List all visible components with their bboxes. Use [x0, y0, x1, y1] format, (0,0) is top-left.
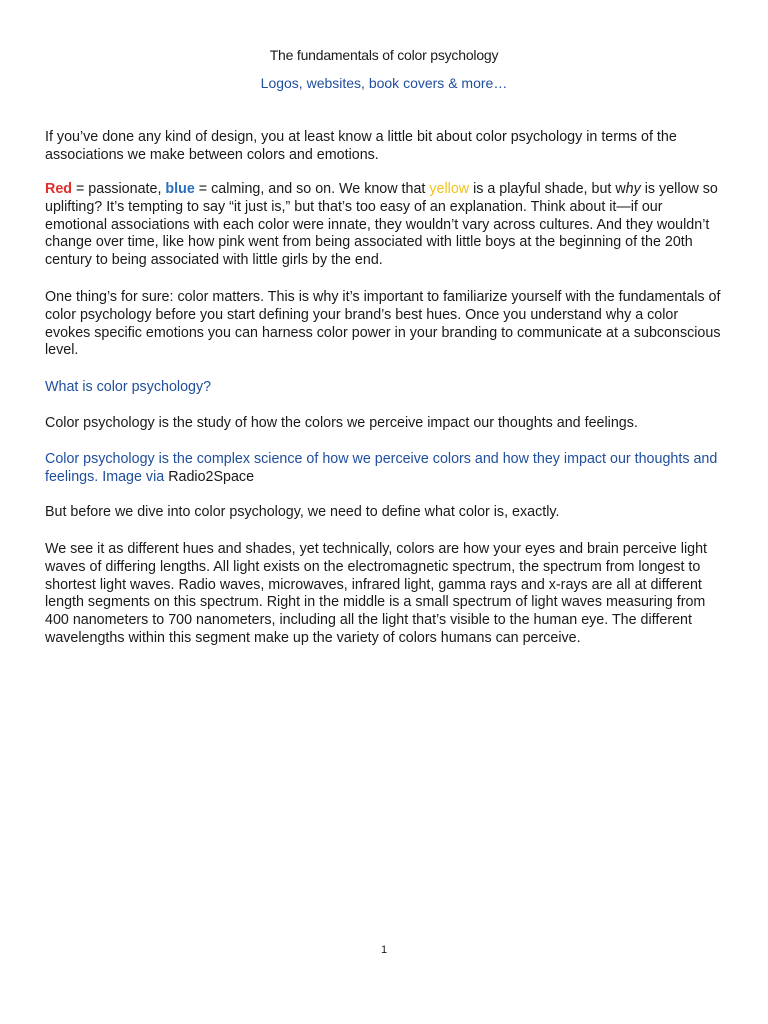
image-credit: Radio2Space	[168, 468, 255, 485]
red-word: Red	[45, 181, 73, 197]
paragraph-definition: Color psychology is the study of how the colors we perceive impact our thoughts and feelings.	[45, 415, 638, 431]
paragraph-text-segment: is yellow so uplifting? It’s tempting to say “it just is,” but that’s too easy of an explanation. Think about it—if our emotional associations with each color were innate, they wouldn’t vary across cultures. And they wouldn’t change over time, like how pink went from being associated with little boys at the beginning of the 20th century to being associated with little girls by the end.	[45, 181, 718, 269]
yellow-word: yellow	[429, 181, 470, 197]
paragraph-light-spectrum: We see it as different hues and shades, yet technically, colors are how your eyes and brain perceive light waves of differing lengths. All light exists on the electromagnetic spectrum, the spectrum from longest to shortest light waves. Radio waves, microwaves, infrared light, gamma rays and x-rays are all at different length segments on this spectrum. Right in the middle is a small spectrum of light waves measuring from 400 nanometers to 700 nanometers, including all the light that’s visible to the human eye. The different wavelengths within this segment make up the variety of colors humans can perceive.	[45, 541, 707, 646]
paragraph-intro: If you’ve done any kind of design, you at least know a little bit about color psychology in terms of the associations we make between colors and emotions.	[45, 129, 677, 163]
image-caption	[45, 451, 725, 487]
section-heading: What is color psychology?	[45, 379, 212, 395]
blue-word: blue	[165, 181, 195, 197]
paragraph-color-associations	[45, 181, 725, 270]
document-title: The fundamentals of color psychology	[269, 47, 499, 63]
paragraph-text-segment: = calming, and so on. We know that	[194, 181, 430, 197]
page-number: 1	[380, 944, 388, 956]
italic-fragment: hy	[625, 181, 641, 197]
paragraph-text-segment: = passionate,	[72, 181, 166, 197]
document-subtitle: Logos, websites, book covers & more…	[260, 75, 508, 91]
caption-text: Color psychology is the complex science of how we perceive colors and how they impact our thoughts and feelings. Image via	[45, 451, 718, 485]
paragraph-text-segment: is a playful shade, but w	[469, 181, 626, 197]
paragraph-define-color: But before we dive into color psychology, we need to define what color is, exactly.	[45, 504, 560, 520]
paragraph-color-matters: One thing’s for sure: color matters. This is why it’s important to familiarize yourself with the fundamentals of color psychology before you start defining your brand’s best hues. Once you understand why a color evokes specific emotions you can harness color power in your branding to communicate at a subconscious level.	[45, 289, 721, 359]
